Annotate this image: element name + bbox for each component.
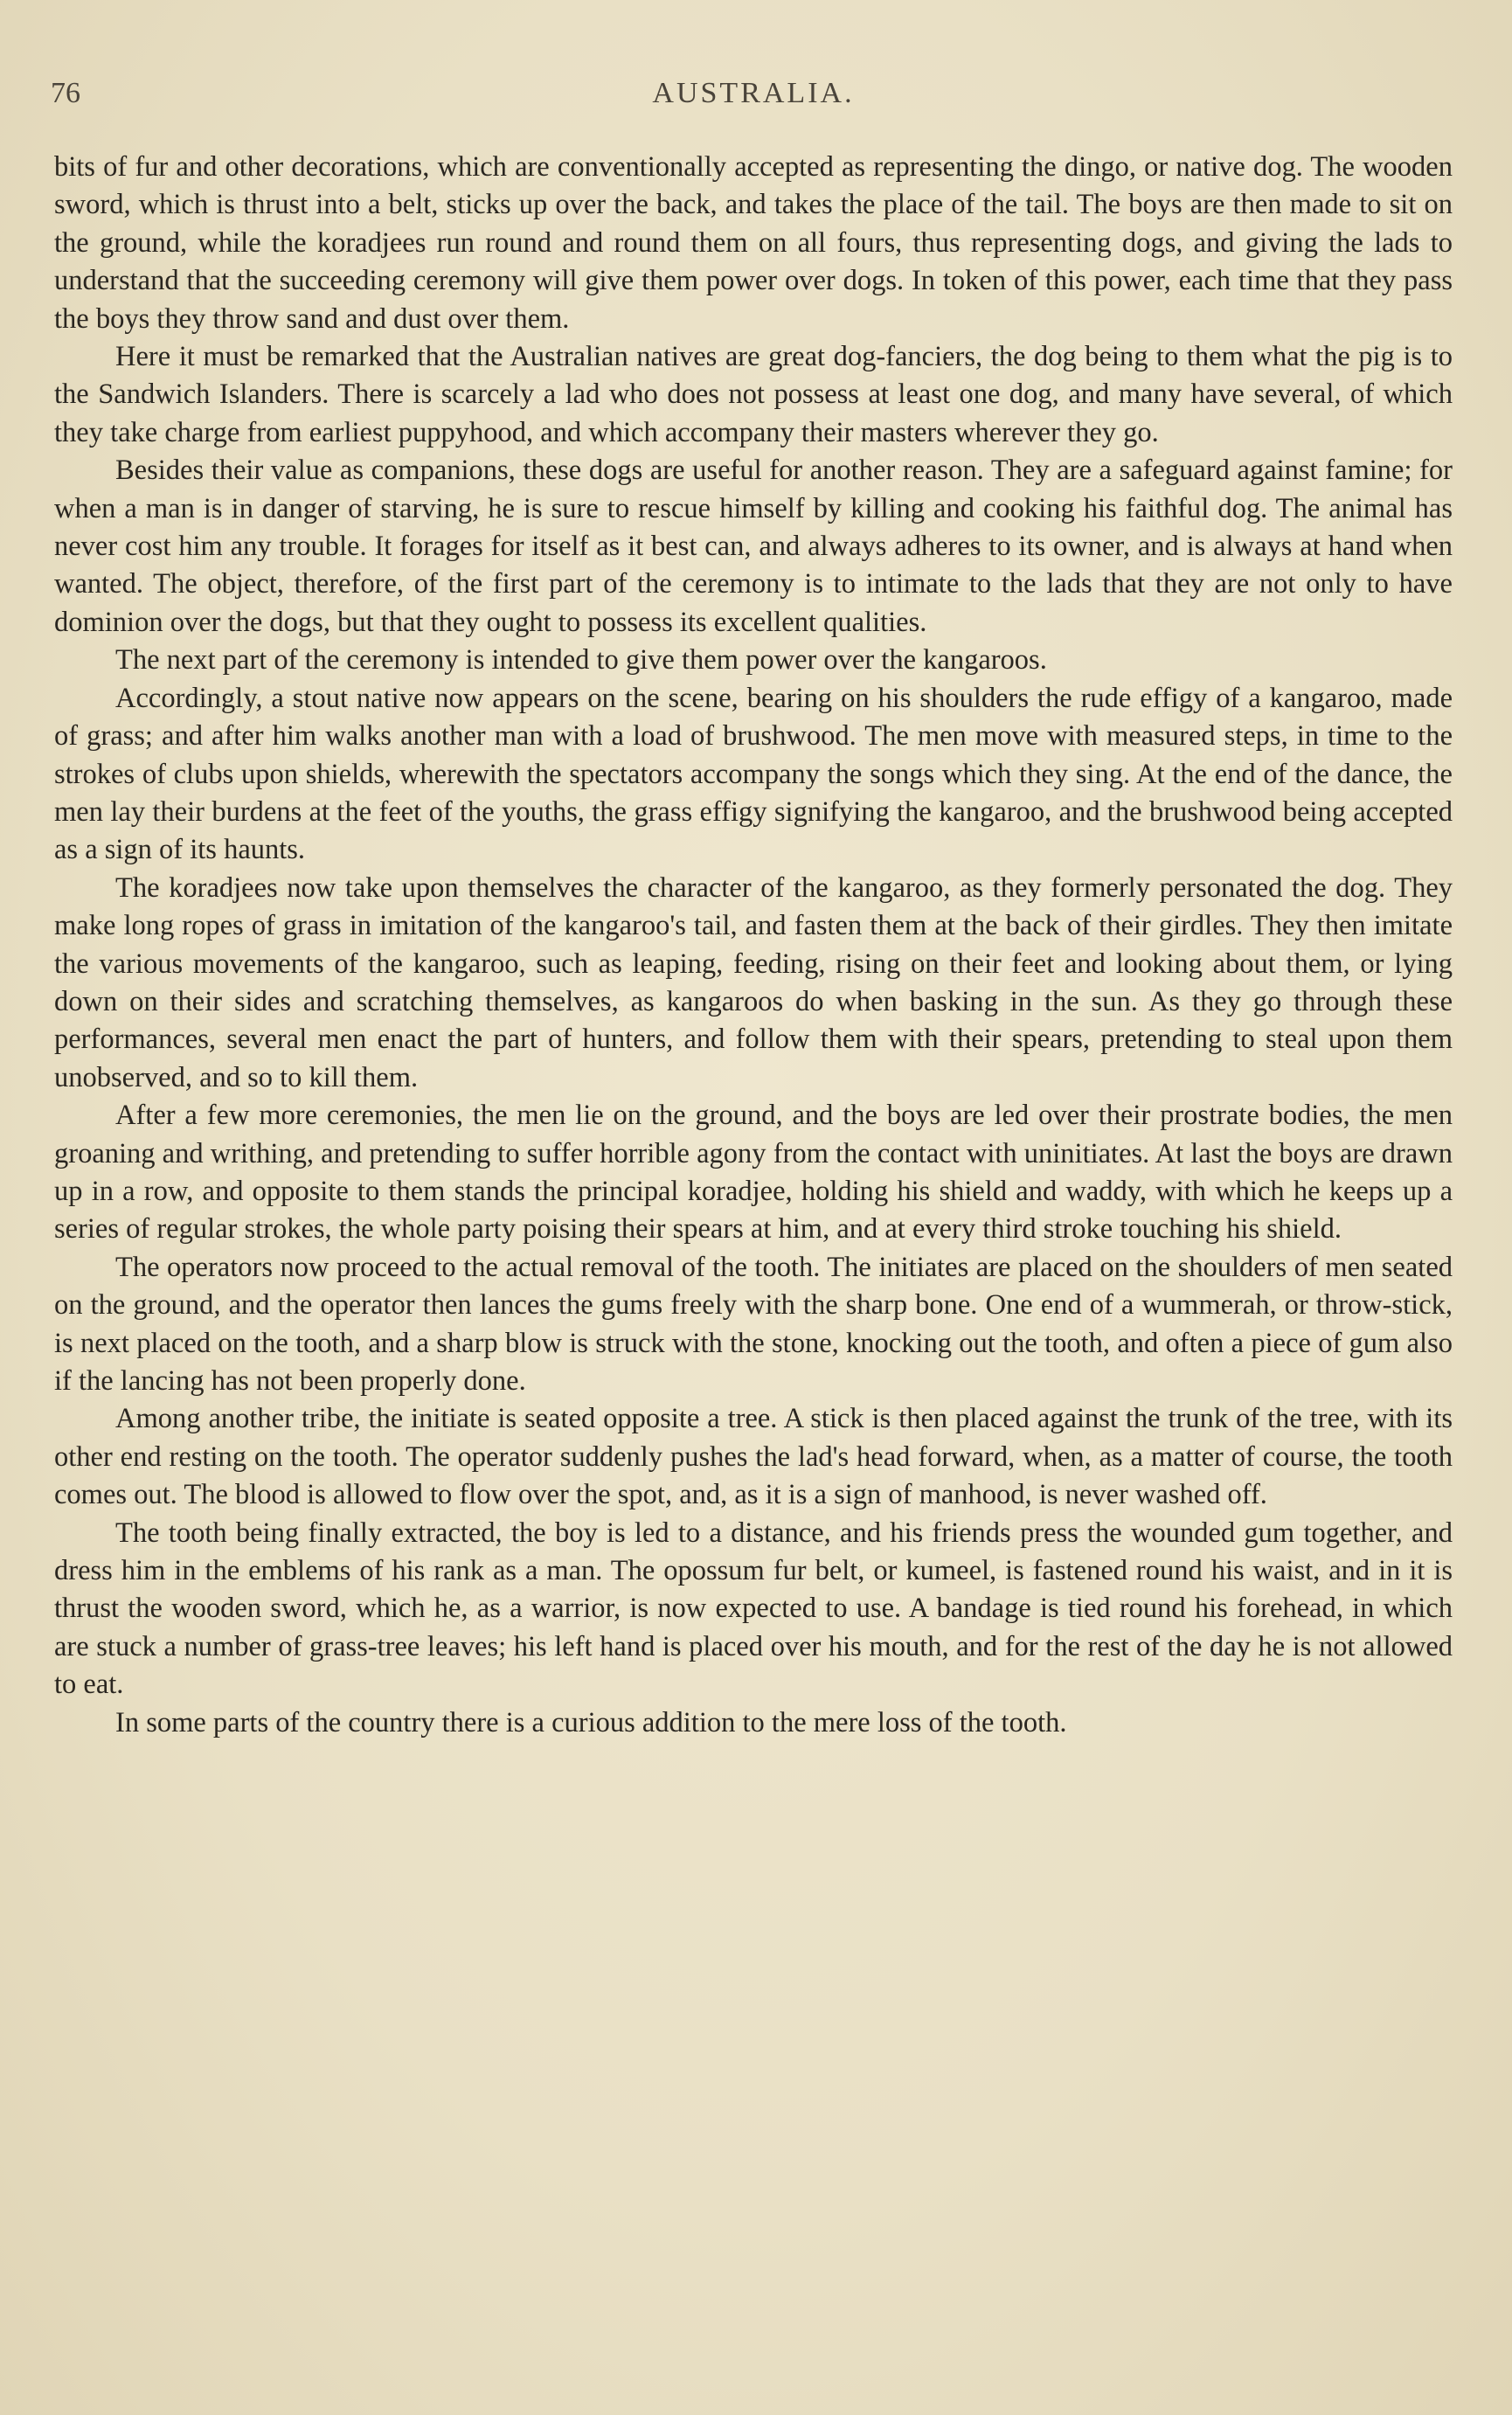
paragraph: In some parts of the country there is a curious addition to the mere loss of the tooth. bbox=[115, 1706, 1067, 1738]
paragraph: The tooth being finally extracted, the boy is led to a distance, and his friends press the wounded gum together, and dress him in the emblems of his rank as a man. The opossum fur belt, or kumeel, is fastened round his waist, and in it is thrust the wooden sword, which he, as a warrior, is now expected to use. A bandage is tied round his forehead, in which are stuck a number of grass-tree leaves; his left hand is placed over his mouth, and for the rest of the day he is not allowed to eat. bbox=[54, 1516, 1453, 1701]
paragraph: Accordingly, a stout native now appears on the scene, bearing on his shoulders the rude effigy of a kangaroo, made of grass; and after him walks another man with a load of brushwood. The men move with measured steps, in time to the strokes of clubs upon shields, wherewith the spectators accompany the songs which they sing. At the end of the dance, the men lay their burdens at the feet of the youths, the grass effigy signifying the kangaroo, and the brushwood being accepted as a sign of its haunts. bbox=[54, 682, 1453, 866]
paragraph: Besides their value as companions, these dogs are useful for another reason. They are a safeguard against famine; for when a man is in danger of starving, he is sure to rescue himself by killing and cooking his faithful dog. The animal has never cost him any trouble. It forages for itself as it best can, and always adheres to its owner, and is always at hand when wanted. The object, therefore, of the first part of the ceremony is to intimate to the lads that they are not only to have dominion over the dogs, but that they ought to possess its excellent qualities. bbox=[54, 455, 1453, 638]
paragraph: Among another tribe, the initiate is seated opposite a tree. A stick is then placed against the trunk of the tree, with its other end resting on the tooth. The operator suddenly pushes the lad's head forward, when, as a matter of course, the tooth comes out. The blood is allowed to flow over the spot, and, as it is a sign of manhood, is never washed off. bbox=[54, 1403, 1453, 1511]
page-header bbox=[51, 77, 1456, 119]
paragraph: After a few more ceremonies, the men lie on the ground, and the boys are led over their prostrate bodies, the men groaning and writhing, and pretending to suffer horrible agony from the contact with uninitiates. At last the boys are drawn up in a row, and opposite to them stands the principal koradjee, holding his shield and waddy, with which he keeps up a series of regular strokes, the whole party poising their spears at him, and at every third stroke touching his shield. bbox=[54, 1100, 1453, 1246]
paragraph: Here it must be remarked that the Australian natives are great dog-fanciers, the dog being to them what the pig is to the Sandwich Islanders. There is scarcely a lad who does not possess at least one dog, and many have several, of which they take charge from earliest puppyhood, and which accompany their masters wherever they go. bbox=[54, 341, 1453, 448]
paragraph: The next part of the ceremony is intended to give them power over the kangaroos. bbox=[115, 644, 1047, 677]
running-head: AUSTRALIA. bbox=[652, 77, 855, 109]
paragraph: bits of fur and other decorations, which are conventionally accepted as representing the dingo, or native dog. The wooden sword, which is thrust into a belt, sticks up over the back, and takes the place of the tail. The boys are then made to sit on the ground, while the koradjees run round and round them on all fours, thus representing dogs, and giving the lads to understand that the succeeding ceremony will give them power over dogs. In token of this power, each time that they pass the boys they throw sand and dust over them. bbox=[54, 151, 1453, 335]
body-text bbox=[54, 149, 1453, 1742]
paragraph: The koradjees now take upon themselves the character of the kangaroo, as they formerly personated the dog. They make long ropes of grass in imitation of the kangaroo's tail, and fasten them at the back of their girdles. They then imitate the various movements of the kangaroo, such as leaping, feeding, rising on their feet and looking about them, or lying down on their sides and scratching themselves, as kangaroos do when basking in the sun. As they go through these performances, several men enact the part of hunters, and follow them with their spears, pretending to steal upon them unobserved, and so to kill them. bbox=[54, 871, 1453, 1093]
paragraph: The operators now proceed to the actual removal of the tooth. The initiates are placed on the shoulders of men seated on the ground, and the operator then lances the gums freely with the sharp bone. One end of a wummerah, or throw-stick, is next placed on the tooth, and a sharp blow is struck with the stone, knocking out the tooth, and often a piece of gum also if the lancing has not been properly done. bbox=[54, 1251, 1453, 1397]
page-number: 76 bbox=[51, 77, 80, 109]
